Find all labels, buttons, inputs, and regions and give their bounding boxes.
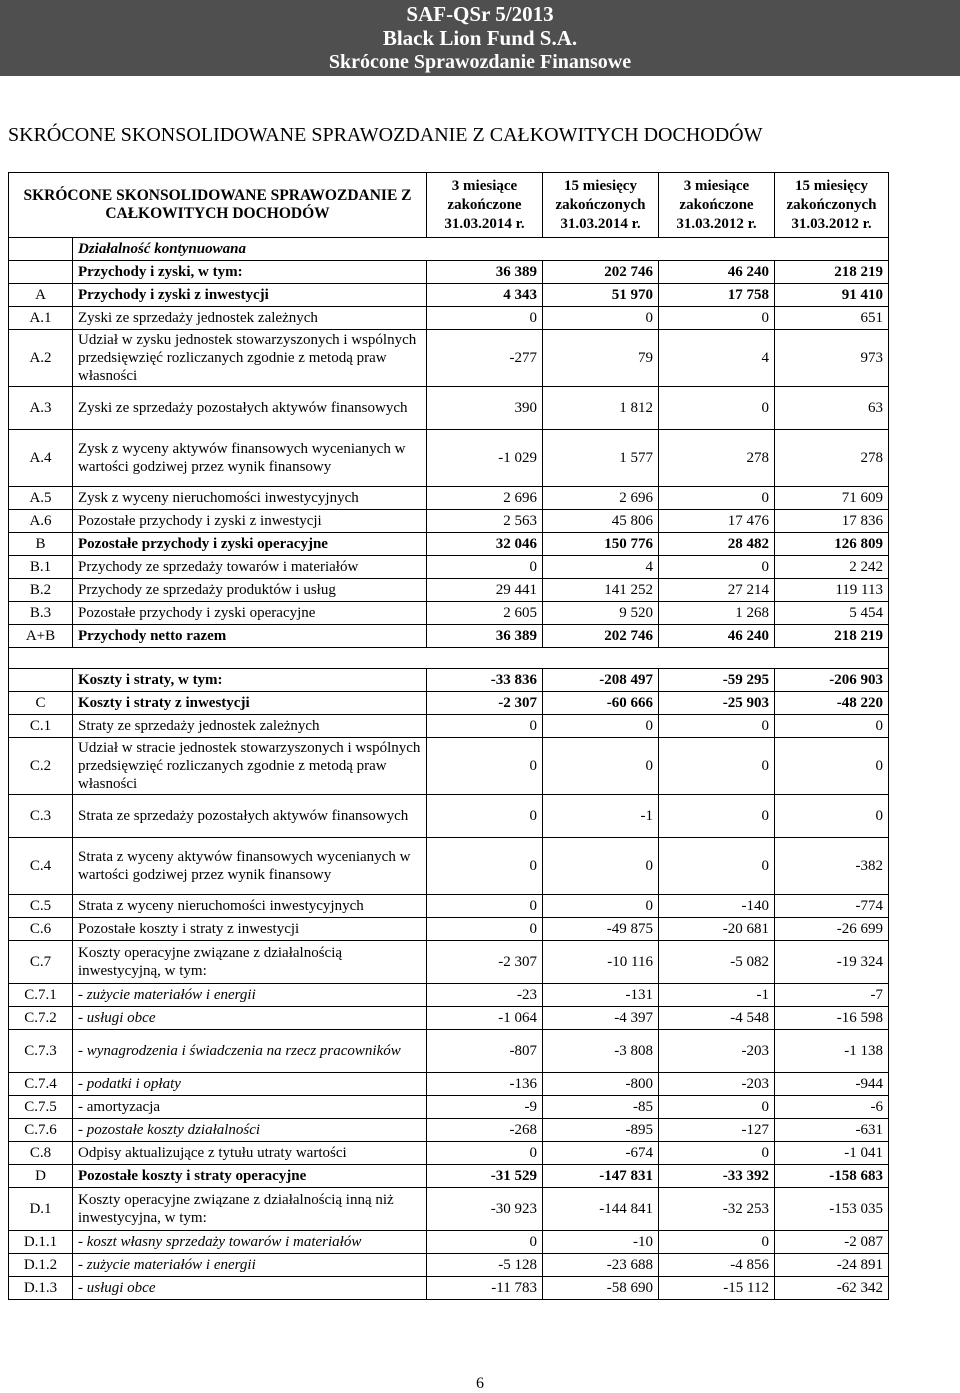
row-value: 4 343 <box>427 284 543 307</box>
row-label: - usługi obce <box>73 1007 427 1030</box>
row-label: Przychody i zyski, w tym: <box>73 261 427 284</box>
row-value: -895 <box>543 1119 659 1142</box>
row-value: 0 <box>659 838 775 895</box>
row-value: 973 <box>775 330 889 387</box>
row-value: -25 903 <box>659 692 775 715</box>
row-code: A.6 <box>9 510 73 533</box>
row-value: -11 783 <box>427 1277 543 1300</box>
row-value: -674 <box>543 1142 659 1165</box>
row-value: -203 <box>659 1030 775 1073</box>
row-value: -631 <box>775 1119 889 1142</box>
row-label: Strata z wyceny nieruchomości inwestycyjnych <box>73 895 427 918</box>
row-label: Przychody ze sprzedaży produktów i usług <box>73 579 427 602</box>
row-value: 17 836 <box>775 510 889 533</box>
row-value: -382 <box>775 838 889 895</box>
table-row <box>9 387 889 430</box>
row-value: -32 253 <box>659 1188 775 1231</box>
row-label: Przychody ze sprzedaży towarów i materiałów <box>73 556 427 579</box>
table-row <box>9 1007 889 1030</box>
row-label: - wynagrodzenia i świadczenia na rzecz pracowników <box>73 1030 427 1073</box>
row-value: 126 809 <box>775 533 889 556</box>
row-label: - pozostałe koszty działalności <box>73 1119 427 1142</box>
row-code: C.6 <box>9 918 73 941</box>
row-label: - podatki i opłaty <box>73 1073 427 1096</box>
row-label: - zużycie materiałów i energii <box>73 984 427 1007</box>
row-value: 5 454 <box>775 602 889 625</box>
table-row <box>9 307 889 330</box>
row-label: Koszty operacyjne związane z działalnością inną niż inwestycyjna, w tym: <box>73 1188 427 1231</box>
row-value: 202 746 <box>543 625 659 648</box>
row-label: Koszty operacyjne związane z działalnością inwestycyjną, w tym: <box>73 941 427 984</box>
column-header: 15 miesięcy zakończonych 31.03.2012 r. <box>775 173 889 238</box>
row-code: C.7 <box>9 941 73 984</box>
row-value: 0 <box>427 715 543 738</box>
table-row <box>9 330 889 387</box>
row-value: 0 <box>659 1231 775 1254</box>
table-row <box>9 1277 889 1300</box>
row-value: -131 <box>543 984 659 1007</box>
row-label: Zysk z wyceny aktywów finansowych wycenianych w wartości godziwej przez wynik finansowy <box>73 430 427 487</box>
column-header: 15 miesięcy zakończonych 31.03.2014 r. <box>543 173 659 238</box>
section-label: Działalność kontynuowana <box>73 238 889 261</box>
row-value: 0 <box>427 895 543 918</box>
row-code: C.4 <box>9 838 73 895</box>
row-value: 2 242 <box>775 556 889 579</box>
row-value: -15 112 <box>659 1277 775 1300</box>
row-value: 0 <box>543 307 659 330</box>
row-value: -58 690 <box>543 1277 659 1300</box>
row-value: 0 <box>659 795 775 838</box>
row-value: 51 970 <box>543 284 659 307</box>
row-value: 0 <box>427 556 543 579</box>
row-value: -5 082 <box>659 941 775 984</box>
row-value: -208 497 <box>543 669 659 692</box>
row-label: Strata z wyceny aktywów finansowych wycenianych w wartości godziwej przez wynik finansowy <box>73 838 427 895</box>
row-value: -136 <box>427 1073 543 1096</box>
table-row <box>9 1231 889 1254</box>
row-label: Pozostałe przychody i zyski operacyjne <box>73 533 427 556</box>
row-value: 218 219 <box>775 625 889 648</box>
row-code: D <box>9 1165 73 1188</box>
row-value: 27 214 <box>659 579 775 602</box>
row-value: -62 342 <box>775 1277 889 1300</box>
row-value: 0 <box>775 795 889 838</box>
row-value: 0 <box>427 1142 543 1165</box>
row-value: 4 <box>659 330 775 387</box>
row-value: 46 240 <box>659 261 775 284</box>
row-value: -31 529 <box>427 1165 543 1188</box>
table-header-row <box>9 173 889 238</box>
row-value: 0 <box>543 838 659 895</box>
row-value: 0 <box>427 307 543 330</box>
section-row <box>9 238 889 261</box>
row-code: D.1.1 <box>9 1231 73 1254</box>
row-value: 0 <box>543 738 659 795</box>
row-value: 0 <box>775 738 889 795</box>
row-code <box>9 261 73 284</box>
row-value: 17 758 <box>659 284 775 307</box>
row-value: -944 <box>775 1073 889 1096</box>
row-value: 0 <box>659 387 775 430</box>
row-value: -1 064 <box>427 1007 543 1030</box>
row-value: -1 041 <box>775 1142 889 1165</box>
row-value: -1 <box>659 984 775 1007</box>
row-value: -3 808 <box>543 1030 659 1073</box>
row-code: A <box>9 284 73 307</box>
column-header: 3 miesiące zakończone 31.03.2014 r. <box>427 173 543 238</box>
row-code: C.8 <box>9 1142 73 1165</box>
table-row <box>9 941 889 984</box>
row-value: 0 <box>543 715 659 738</box>
row-label: Pozostałe koszty i straty operacyjne <box>73 1165 427 1188</box>
row-label: Koszty i straty, w tym: <box>73 669 427 692</box>
row-value: -23 <box>427 984 543 1007</box>
row-value: 2 696 <box>543 487 659 510</box>
row-code: D.1.3 <box>9 1277 73 1300</box>
row-value: -10 116 <box>543 941 659 984</box>
row-code: C.1 <box>9 715 73 738</box>
row-value: 0 <box>427 918 543 941</box>
row-value: -140 <box>659 895 775 918</box>
row-value: -1 <box>543 795 659 838</box>
row-code: D.1.2 <box>9 1254 73 1277</box>
row-value: -59 295 <box>659 669 775 692</box>
row-code: C.7.1 <box>9 984 73 1007</box>
row-code: B <box>9 533 73 556</box>
row-value: 0 <box>659 307 775 330</box>
row-value: -277 <box>427 330 543 387</box>
row-code: A.2 <box>9 330 73 387</box>
row-value: 0 <box>427 795 543 838</box>
row-value: -2 307 <box>427 692 543 715</box>
table-row <box>9 1073 889 1096</box>
row-label: - usługi obce <box>73 1277 427 1300</box>
row-value: 0 <box>427 738 543 795</box>
row-value: 46 240 <box>659 625 775 648</box>
table-header-title: SKRÓCONE SKONSOLIDOWANE SPRAWOZDANIE Z CAŁKOWITYCH DOCHODÓW <box>9 173 427 238</box>
row-value: 278 <box>659 430 775 487</box>
row-label: Udział w zysku jednostek stowarzyszonych i wspólnych przedsięwzięć rozliczanych zgodnie z metodą praw własności <box>73 330 427 387</box>
row-label: Przychody i zyski z inwestycji <box>73 284 427 307</box>
row-value: -127 <box>659 1119 775 1142</box>
row-value: 0 <box>775 715 889 738</box>
row-code: C.2 <box>9 738 73 795</box>
table-row <box>9 692 889 715</box>
row-value: -5 128 <box>427 1254 543 1277</box>
table-row <box>9 738 889 795</box>
row-value: 150 776 <box>543 533 659 556</box>
row-value: 36 389 <box>427 261 543 284</box>
table-row <box>9 838 889 895</box>
row-code: A+B <box>9 625 73 648</box>
row-value: 119 113 <box>775 579 889 602</box>
row-value: 63 <box>775 387 889 430</box>
row-value: -2 087 <box>775 1231 889 1254</box>
row-value: -19 324 <box>775 941 889 984</box>
row-value: -48 220 <box>775 692 889 715</box>
row-code: A.4 <box>9 430 73 487</box>
table-row <box>9 1142 889 1165</box>
row-value: 79 <box>543 330 659 387</box>
page-number: 6 <box>476 1375 484 1392</box>
row-label: - zużycie materiałów i energii <box>73 1254 427 1277</box>
row-value: -206 903 <box>775 669 889 692</box>
table-row <box>9 602 889 625</box>
row-label: Strata ze sprzedaży pozostałych aktywów finansowych <box>73 795 427 838</box>
table-row <box>9 284 889 307</box>
row-value: -1 029 <box>427 430 543 487</box>
row-value: 71 609 <box>775 487 889 510</box>
row-value: 29 441 <box>427 579 543 602</box>
row-value: 32 046 <box>427 533 543 556</box>
row-value: -1 138 <box>775 1030 889 1073</box>
row-value: -153 035 <box>775 1188 889 1231</box>
row-value: -7 <box>775 984 889 1007</box>
table-row <box>9 261 889 284</box>
row-value: 278 <box>775 430 889 487</box>
table-row <box>9 579 889 602</box>
spacer-cell <box>9 648 889 669</box>
row-value: -20 681 <box>659 918 775 941</box>
row-value: 4 <box>543 556 659 579</box>
table-row <box>9 625 889 648</box>
table-row <box>9 669 889 692</box>
row-value: 0 <box>659 715 775 738</box>
row-value: 0 <box>659 487 775 510</box>
row-value: 28 482 <box>659 533 775 556</box>
row-value: 1 268 <box>659 602 775 625</box>
row-label: Pozostałe przychody i zyski operacyjne <box>73 602 427 625</box>
row-value: 36 389 <box>427 625 543 648</box>
row-value: -158 683 <box>775 1165 889 1188</box>
row-value: 17 476 <box>659 510 775 533</box>
row-value: -33 836 <box>427 669 543 692</box>
row-value: -2 307 <box>427 941 543 984</box>
row-value: -6 <box>775 1096 889 1119</box>
table-row <box>9 533 889 556</box>
row-code: D.1 <box>9 1188 73 1231</box>
row-label: Udział w stracie jednostek stowarzyszonych i wspólnych przedsięwzięć rozliczanych zgodnie z metodą praw własności <box>73 738 427 795</box>
table-row <box>9 918 889 941</box>
row-value: 2 605 <box>427 602 543 625</box>
row-value: 1 577 <box>543 430 659 487</box>
row-value: -4 856 <box>659 1254 775 1277</box>
table-row <box>9 1254 889 1277</box>
table-row <box>9 556 889 579</box>
row-value: 390 <box>427 387 543 430</box>
row-value: 218 219 <box>775 261 889 284</box>
row-value: -268 <box>427 1119 543 1142</box>
row-code: A.5 <box>9 487 73 510</box>
row-code: C.7.3 <box>9 1030 73 1073</box>
row-code: C <box>9 692 73 715</box>
row-value: 0 <box>659 1142 775 1165</box>
report-code: SAF-QSr 5/2013 <box>406 2 554 26</box>
table-row <box>9 1119 889 1142</box>
row-value: 0 <box>543 895 659 918</box>
table-row <box>9 1165 889 1188</box>
row-value: -49 875 <box>543 918 659 941</box>
row-label: Odpisy aktualizujące z tytułu utraty wartości <box>73 1142 427 1165</box>
row-label: Zyski ze sprzedaży jednostek zależnych <box>73 307 427 330</box>
row-value: 91 410 <box>775 284 889 307</box>
row-value: 141 252 <box>543 579 659 602</box>
row-code: C.7.2 <box>9 1007 73 1030</box>
row-code: C.7.4 <box>9 1073 73 1096</box>
spacer-row <box>9 648 889 669</box>
row-value: -774 <box>775 895 889 918</box>
row-value: -4 548 <box>659 1007 775 1030</box>
row-code: B.2 <box>9 579 73 602</box>
row-value: -203 <box>659 1073 775 1096</box>
row-code <box>9 669 73 692</box>
row-label: - amortyzacja <box>73 1096 427 1119</box>
row-value: 0 <box>427 1231 543 1254</box>
row-value: 45 806 <box>543 510 659 533</box>
row-value: -26 699 <box>775 918 889 941</box>
table-row <box>9 1188 889 1231</box>
row-label: Pozostałe przychody i zyski z inwestycji <box>73 510 427 533</box>
row-value: -30 923 <box>427 1188 543 1231</box>
company-name: Black Lion Fund S.A. <box>382 26 578 50</box>
table-row <box>9 510 889 533</box>
row-label: Pozostałe koszty i straty z inwestycji <box>73 918 427 941</box>
row-value: -33 392 <box>659 1165 775 1188</box>
report-type: Skrócone Sprawozdanie Finansowe <box>328 51 632 73</box>
row-value: -147 831 <box>543 1165 659 1188</box>
row-value: -10 <box>543 1231 659 1254</box>
row-value: 202 746 <box>543 261 659 284</box>
row-label: Zyski ze sprzedaży pozostałych aktywów finansowych <box>73 387 427 430</box>
row-label: - koszt własny sprzedaży towarów i materiałów <box>73 1231 427 1254</box>
row-code: C.7.5 <box>9 1096 73 1119</box>
row-code: B.3 <box>9 602 73 625</box>
row-value: -807 <box>427 1030 543 1073</box>
row-value: -144 841 <box>543 1188 659 1231</box>
row-value: 651 <box>775 307 889 330</box>
row-value: 0 <box>427 838 543 895</box>
row-label: Zysk z wyceny nieruchomości inwestycyjnych <box>73 487 427 510</box>
row-value: 0 <box>659 738 775 795</box>
row-value: 1 812 <box>543 387 659 430</box>
table-row <box>9 1030 889 1073</box>
row-value: -4 397 <box>543 1007 659 1030</box>
row-value: -60 666 <box>543 692 659 715</box>
report-header-banner <box>0 0 960 76</box>
row-value: 0 <box>659 556 775 579</box>
table-row <box>9 984 889 1007</box>
row-code: A.1 <box>9 307 73 330</box>
row-label: Straty ze sprzedaży jednostek zależnych <box>73 715 427 738</box>
table-row <box>9 487 889 510</box>
row-value: 0 <box>659 1096 775 1119</box>
row-code: A.3 <box>9 387 73 430</box>
row-value: -24 891 <box>775 1254 889 1277</box>
row-value: 2 696 <box>427 487 543 510</box>
table-row <box>9 430 889 487</box>
column-header: 3 miesiące zakończone 31.03.2012 r. <box>659 173 775 238</box>
row-code: C.3 <box>9 795 73 838</box>
row-value: 2 563 <box>427 510 543 533</box>
row-value: 9 520 <box>543 602 659 625</box>
row-label: Przychody netto razem <box>73 625 427 648</box>
row-value: -85 <box>543 1096 659 1119</box>
row-code: C.5 <box>9 895 73 918</box>
table-row <box>9 795 889 838</box>
row-code: C.7.6 <box>9 1119 73 1142</box>
table-row <box>9 1096 889 1119</box>
statement-title: SKRÓCONE SKONSOLIDOWANE SPRAWOZDANIE Z CAŁKOWITYCH DOCHODÓW <box>8 124 763 146</box>
row-value: -16 598 <box>775 1007 889 1030</box>
row-code: B.1 <box>9 556 73 579</box>
table-row <box>9 715 889 738</box>
row-value: -9 <box>427 1096 543 1119</box>
income-statement-table <box>8 172 889 1300</box>
table-row <box>9 895 889 918</box>
row-value: -23 688 <box>543 1254 659 1277</box>
row-label: Koszty i straty z inwestycji <box>73 692 427 715</box>
row-value: -800 <box>543 1073 659 1096</box>
